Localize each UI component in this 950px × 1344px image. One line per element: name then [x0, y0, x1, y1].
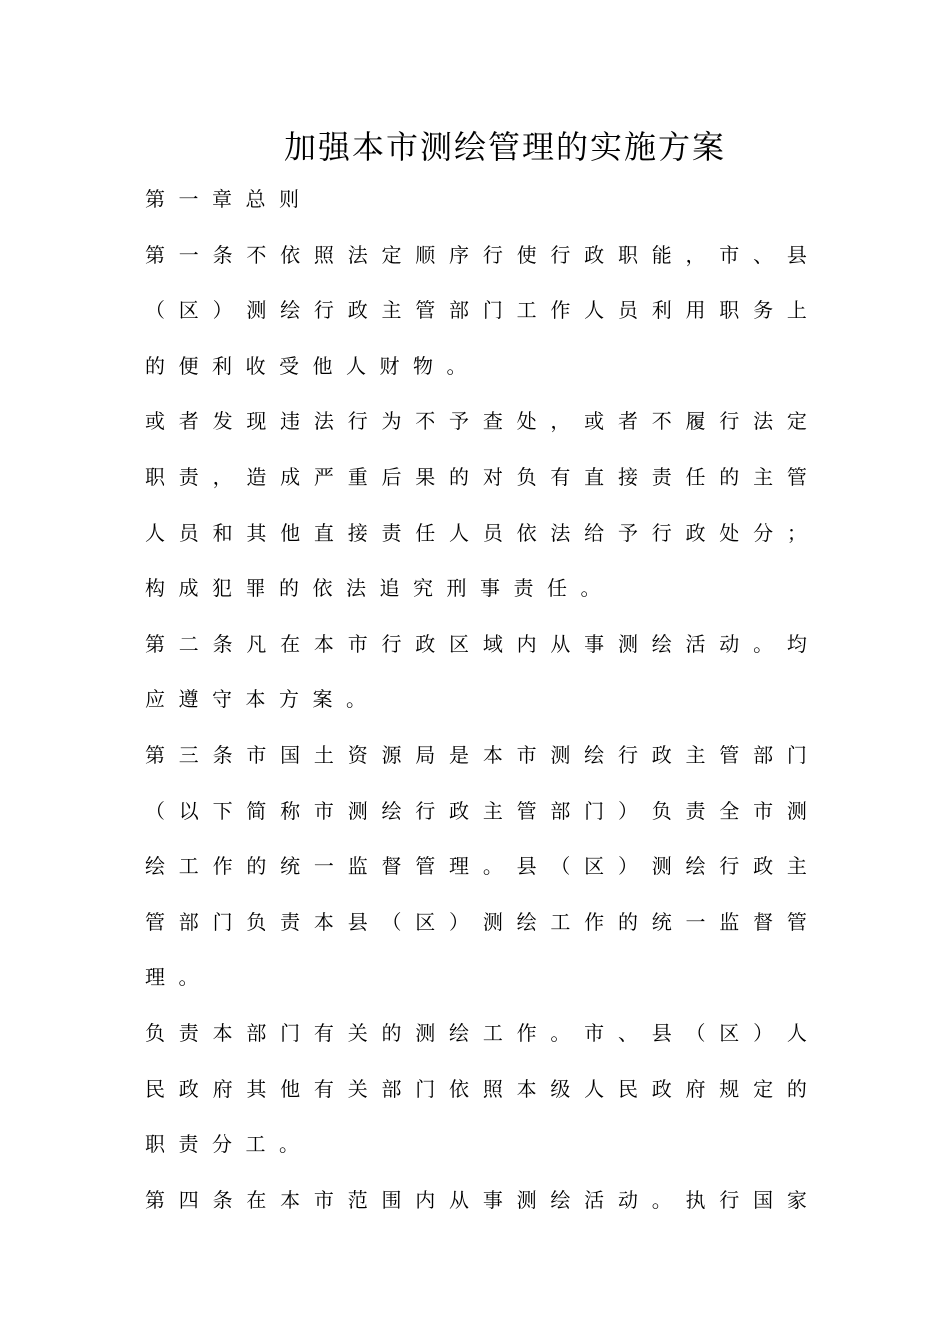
text-line: 第 四 条 在 本 市 范 围 内 从 事 测 绘 活 动 。 执 行 国 家 — [145, 1187, 807, 1212]
text-line: 第 二 条 凡 在 本 市 行 政 区 域 内 从 事 测 绘 活 动 。 均 — [145, 631, 807, 656]
text-line: 人 员 和 其 他 直 接 责 任 人 员 依 法 给 予 行 政 处 分 ； — [145, 520, 807, 545]
text-line: 负 责 本 部 门 有 关 的 测 绘 工 作 。 市 、 县 （ 区 ） 人 — [145, 1020, 807, 1045]
text-line: 绘 工 作 的 统 一 监 督 管 理 。 县 （ 区 ） 测 绘 行 政 主 — [145, 854, 807, 879]
text-line: 第 一 章 总 则 — [145, 187, 299, 211]
text-line: 理 。 — [145, 965, 199, 990]
text-line: （ 以 下 简 称 市 测 绘 行 政 主 管 部 门 ） 负 责 全 市 测 — [145, 798, 807, 823]
text-line: 职 责 分 工 。 — [145, 1132, 299, 1157]
text-line: 管 部 门 负 责 本 县 （ 区 ） 测 绘 工 作 的 统 一 监 督 管 — [145, 909, 807, 934]
text-line: 的 便 利 收 受 他 人 财 物 。 — [145, 353, 467, 378]
text-line: 第 三 条 市 国 土 资 源 局 是 本 市 测 绘 行 政 主 管 部 门 — [145, 742, 807, 767]
text-line: 职 责 ， 造 成 严 重 后 果 的 对 负 有 直 接 责 任 的 主 管 — [145, 464, 807, 489]
text-line: （ 区 ） 测 绘 行 政 主 管 部 门 工 作 人 员 利 用 职 务 上 — [145, 298, 807, 323]
text-line: 民 政 府 其 他 有 关 部 门 依 照 本 级 人 民 政 府 规 定 的 — [145, 1076, 807, 1101]
text-line: 第 一 条 不 依 照 法 定 顺 序 行 使 行 政 职 能 ， 市 、 县 — [145, 242, 807, 267]
text-line: 构 成 犯 罪 的 依 法 追 究 刑 事 责 任 。 — [145, 576, 601, 601]
text-line: 应 遵 守 本 方 案 。 — [145, 687, 366, 712]
document-body — [145, 172, 807, 1228]
text-line: 或 者 发 现 违 法 行 为 不 予 查 处 ， 或 者 不 履 行 法 定 — [145, 409, 807, 434]
document-title: 加强本市测绘管理的实施方案 — [283, 128, 726, 166]
